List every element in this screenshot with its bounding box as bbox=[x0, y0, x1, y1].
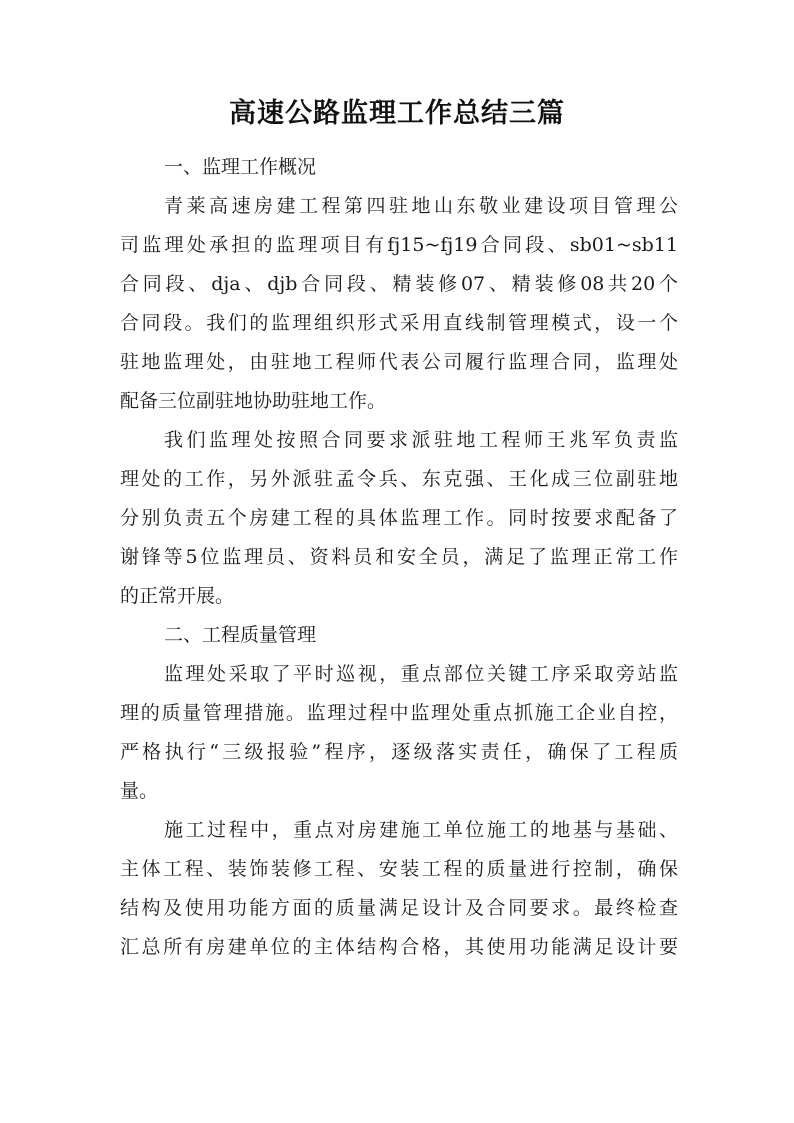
paragraph-3-line-4: 量。 bbox=[120, 780, 159, 802]
paragraph-3-line-3: 严格执行“三级报验”程序，逐级落实责任，确保了工程质 bbox=[120, 741, 678, 763]
paragraph-4-line-4: 汇总所有房建单位的主体结构合格，其使用功能满足设计要 bbox=[120, 936, 678, 958]
section-heading-quality: 二、工程质量管理 bbox=[164, 624, 317, 646]
paragraph-1-line-2: 司监理处承担的监理项目有fj15~fj19合同段、sb01~sb11 bbox=[120, 234, 678, 256]
paragraph-1-line-6: 配备三位副驻地协助驻地工作。 bbox=[120, 390, 387, 412]
paragraph-2-line-3: 分别负责五个房建工程的具体监理工作。同时按要求配备了 bbox=[120, 507, 678, 529]
document-title: 高速公路监理工作总结三篇 bbox=[229, 98, 565, 129]
paragraph-3-line-1: 监理处采取了平时巡视，重点部位关键工序采取旁站监 bbox=[164, 663, 678, 685]
paragraph-4-line-3: 结构及使用功能方面的质量满足设计及合同要求。最终检查 bbox=[120, 897, 678, 919]
paragraph-4-line-2: 主体工程、装饰装修工程、安装工程的质量进行控制，确保 bbox=[120, 858, 678, 880]
paragraph-2-line-4: 谢锋等5位监理员、资料员和安全员，满足了监理正常工作 bbox=[120, 546, 678, 568]
document-body bbox=[120, 148, 678, 967]
paragraph-1-line-1: 青莱高速房建工程第四驻地山东敬业建设项目管理公 bbox=[164, 195, 678, 217]
paragraph-2-line-1: 我们监理处按照合同要求派驻地工程师王兆军负责监 bbox=[164, 429, 678, 451]
paragraph-1-line-5: 驻地监理处，由驻地工程师代表公司履行监理合同，监理处 bbox=[120, 351, 678, 373]
paragraph-3-line-2: 理的质量管理措施。监理过程中监理处重点抓施工企业自控， bbox=[120, 702, 678, 724]
paragraph-2-line-2: 理处的工作，另外派驻孟令兵、东克强、王化成三位副驻地 bbox=[120, 468, 678, 490]
paragraph-1-line-3: 合同段、dja、djb合同段、精装修07、精装修08共20个 bbox=[120, 273, 678, 295]
paragraph-1-line-4: 合同段。我们的监理组织形式采用直线制管理模式，设一个 bbox=[120, 312, 678, 334]
section-heading-overview: 一、监理工作概况 bbox=[164, 156, 317, 178]
paragraph-2-line-5: 的正常开展。 bbox=[120, 585, 235, 607]
paragraph-4-line-1: 施工过程中，重点对房建施工单位施工的地基与基础、 bbox=[164, 819, 678, 841]
